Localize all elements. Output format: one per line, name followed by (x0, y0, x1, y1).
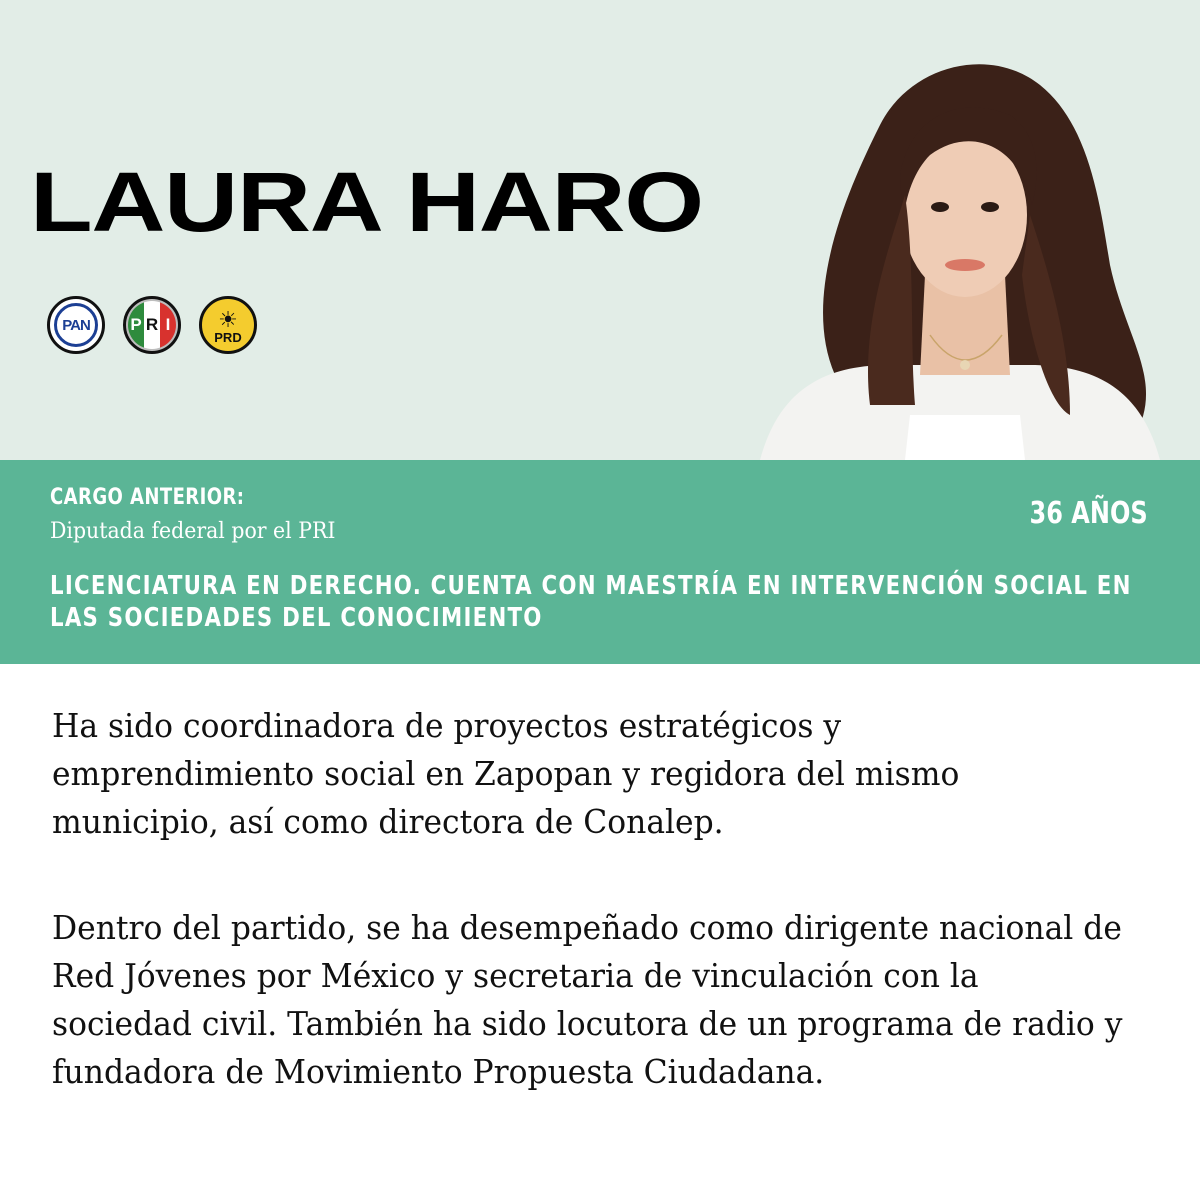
sun-icon: ☀ (218, 306, 238, 332)
prd-sun-logo-icon: ☀ PRD (199, 296, 257, 354)
bio-paragraph-1: Ha sido coordinadora de proyectos estratégicos y emprendimiento social en Zapopan y regidora del mismo municipio, así como directora de Conalep. (52, 706, 960, 841)
pan-logo-icon: PAN (47, 296, 105, 354)
previous-position-label: CARGO ANTERIOR: (50, 485, 245, 510)
hero-section (0, 0, 1200, 460)
candidate-name: LAURA HARO (30, 155, 703, 249)
pri-logo-icon: P R I (123, 296, 181, 354)
bio-paragraph-2: Dentro del partido, se ha desempeñado como dirigente nacional de Red Jóvenes por México y secretaria de vinculación con la sociedad civil. También ha sido locutora de un programa de radio y fundadora de Movimiento Propuesta Ciudadana. (52, 908, 1123, 1091)
education-text: LICENCIATURA EN DERECHO. CUENTA CON MAESTRÍA EN INTERVENCIÓN SOCIAL EN LAS SOCIEDADES DEL CONOCIMIENTO (50, 571, 1132, 633)
previous-position-value: Diputada federal por el PRI (50, 519, 336, 544)
age-badge: 36 AÑOS (1029, 496, 1148, 531)
party-logos (47, 296, 257, 354)
candidate-portrait (740, 45, 1180, 460)
